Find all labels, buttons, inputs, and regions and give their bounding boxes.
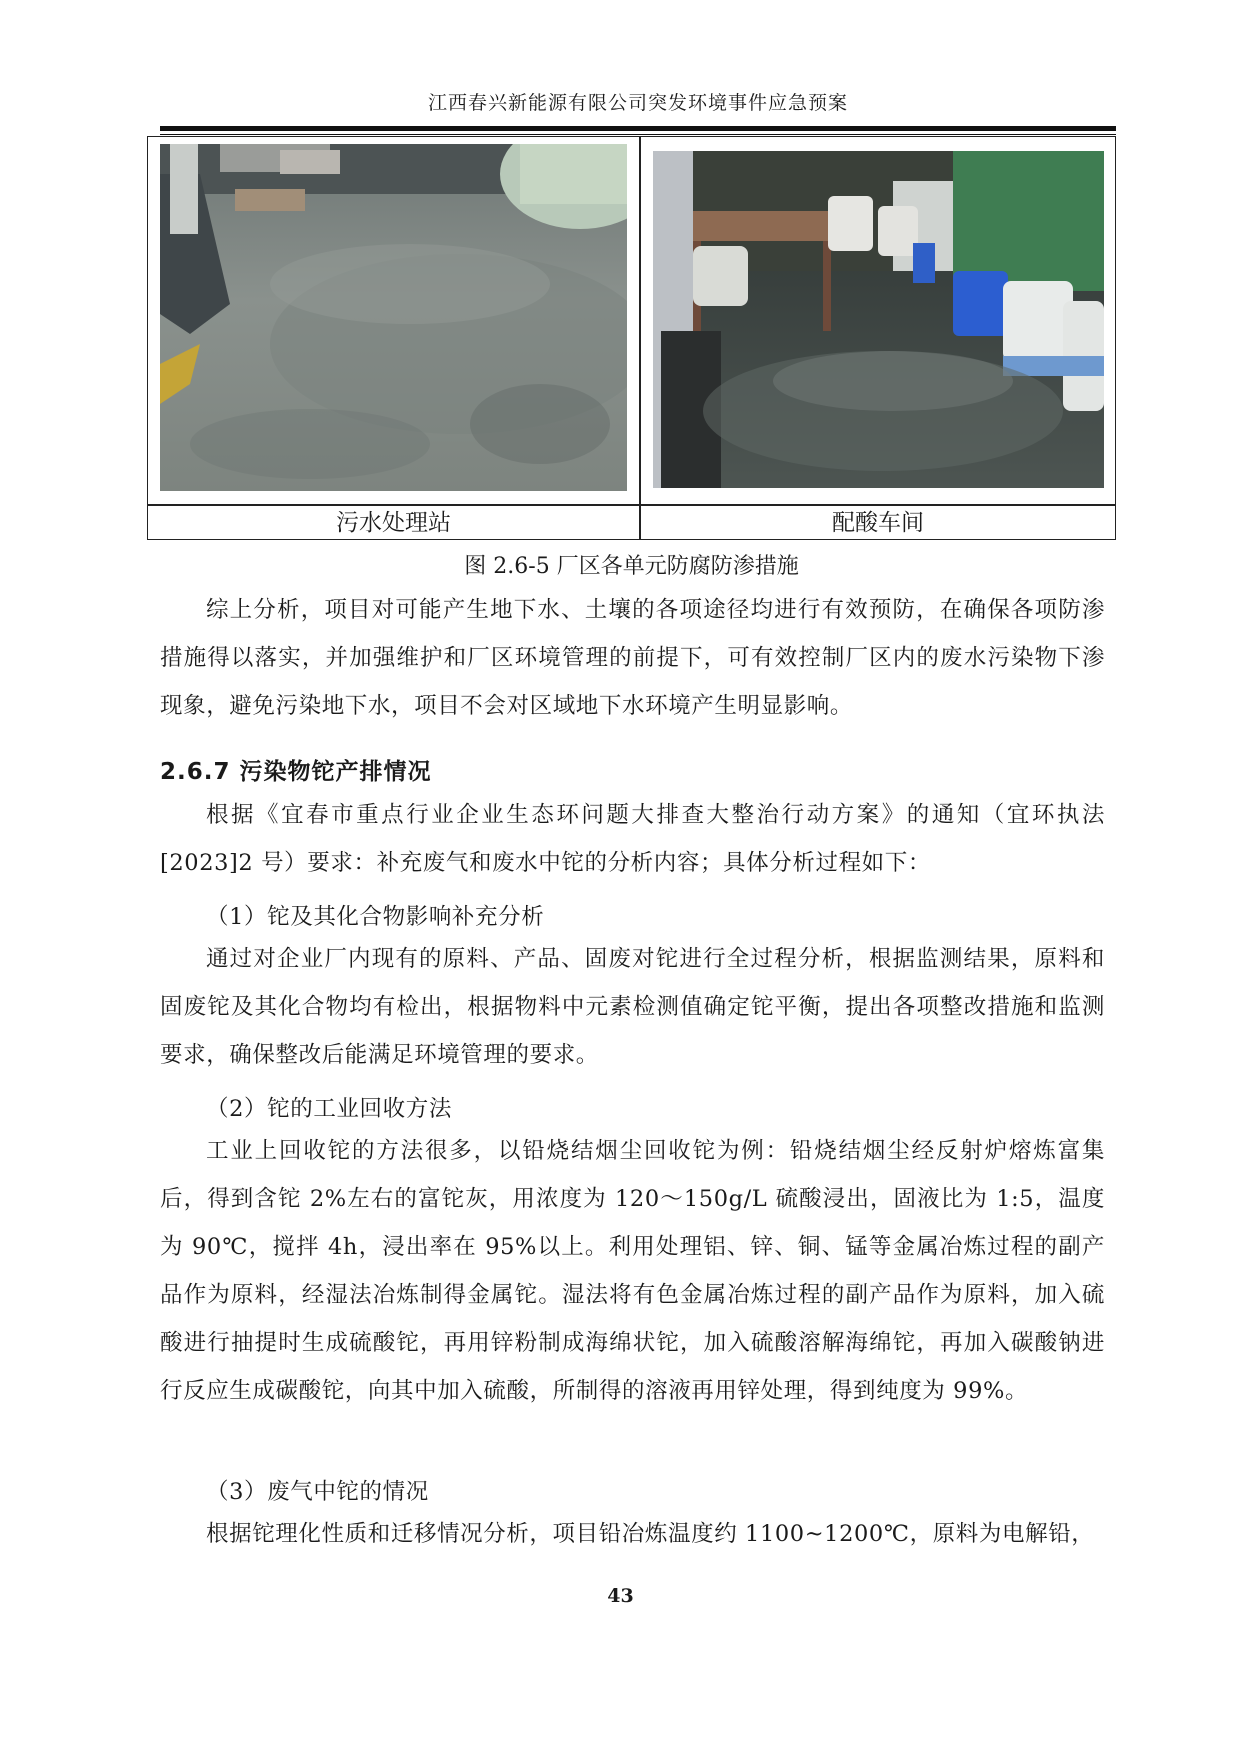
subheading-3: （3）废气中铊的情况	[206, 1479, 429, 1505]
header-rule	[160, 126, 1116, 131]
section-title: 2.6.7 污染物铊产排情况	[160, 759, 432, 785]
paragraph-exhaust: 根据铊理化性质和迁移情况分析，项目铅冶炼温度约 1100~1200℃，原料为电解铅，	[206, 1521, 1095, 1547]
paragraph-analysis: 通过对企业厂内现有的原料、产品、固废对铊进行全过程分析，根据监测结果，原料和固废铊及其化合物均有检出，根据物料中元素检测值确定铊平衡，提出各项整改措施和监测要求，确保整改后能满足环境管理的要求。	[160, 946, 1105, 1068]
paragraph-summary: 综上分析，项目对可能产生地下水、土壤的各项途径均进行有效预防，在确保各项防渗措施得以落实，并加强维护和厂区环境管理的前提下，可有效控制厂区内的废水污染物下渗现象，避免污染地下水，项目不会对区域地下水环境产生明显影响。	[160, 597, 1105, 719]
subheading-2: （2）铊的工业回收方法	[206, 1096, 452, 1122]
photo-table	[147, 136, 1116, 540]
paragraph-recovery-method: 工业上回收铊的方法很多，以铅烧结烟尘回收铊为例：铅烧结烟尘经反射炉熔炼富集后，得到含铊 2%左右的富铊灰，用浓度为 120～150g/L 硫酸浸出，固液比为 1:5，温度为 90℃，搅拌 4h，浸出率在 95%以上。利用处理铝、锌、铜、锰等金属冶炼过程的副产品作为原料，经湿法冶炼制得金属铊。湿法将有色金属冶炼过程的副产品作为原料，加入硫酸进行抽提时生成硫酸铊，再用锌粉制成海绵状铊，加入硫酸溶解海绵铊，再加入碳酸钠进行反应生成碳酸铊，向其中加入硫酸，所制得的溶液再用锌处理，得到纯度为 99%。	[160, 1138, 1105, 1404]
photo-sewage-station	[160, 144, 627, 491]
paragraph-notice: 根据《宜春市重点行业企业生态环问题大排查大整治行动方案》的通知（宜环执法[2023]2 号）要求：补充废气和废水中铊的分析内容；具体分析过程如下：	[160, 802, 1105, 876]
header-rule-thin	[160, 134, 1116, 135]
caption-acid-workshop: 配酸车间	[832, 510, 924, 536]
caption-sewage-station: 污水处理站	[336, 510, 451, 536]
page-header-title: 江西春兴新能源有限公司突发环境事件应急预案	[427, 92, 848, 114]
page-number: 43	[607, 1585, 634, 1607]
subheading-1: （1）铊及其化合物影响补充分析	[206, 904, 545, 930]
table-divider-vertical	[639, 137, 641, 539]
photo-acid-workshop	[653, 151, 1104, 488]
figure-caption: 图 2.6-5 厂区各单元防腐防渗措施	[464, 554, 799, 579]
